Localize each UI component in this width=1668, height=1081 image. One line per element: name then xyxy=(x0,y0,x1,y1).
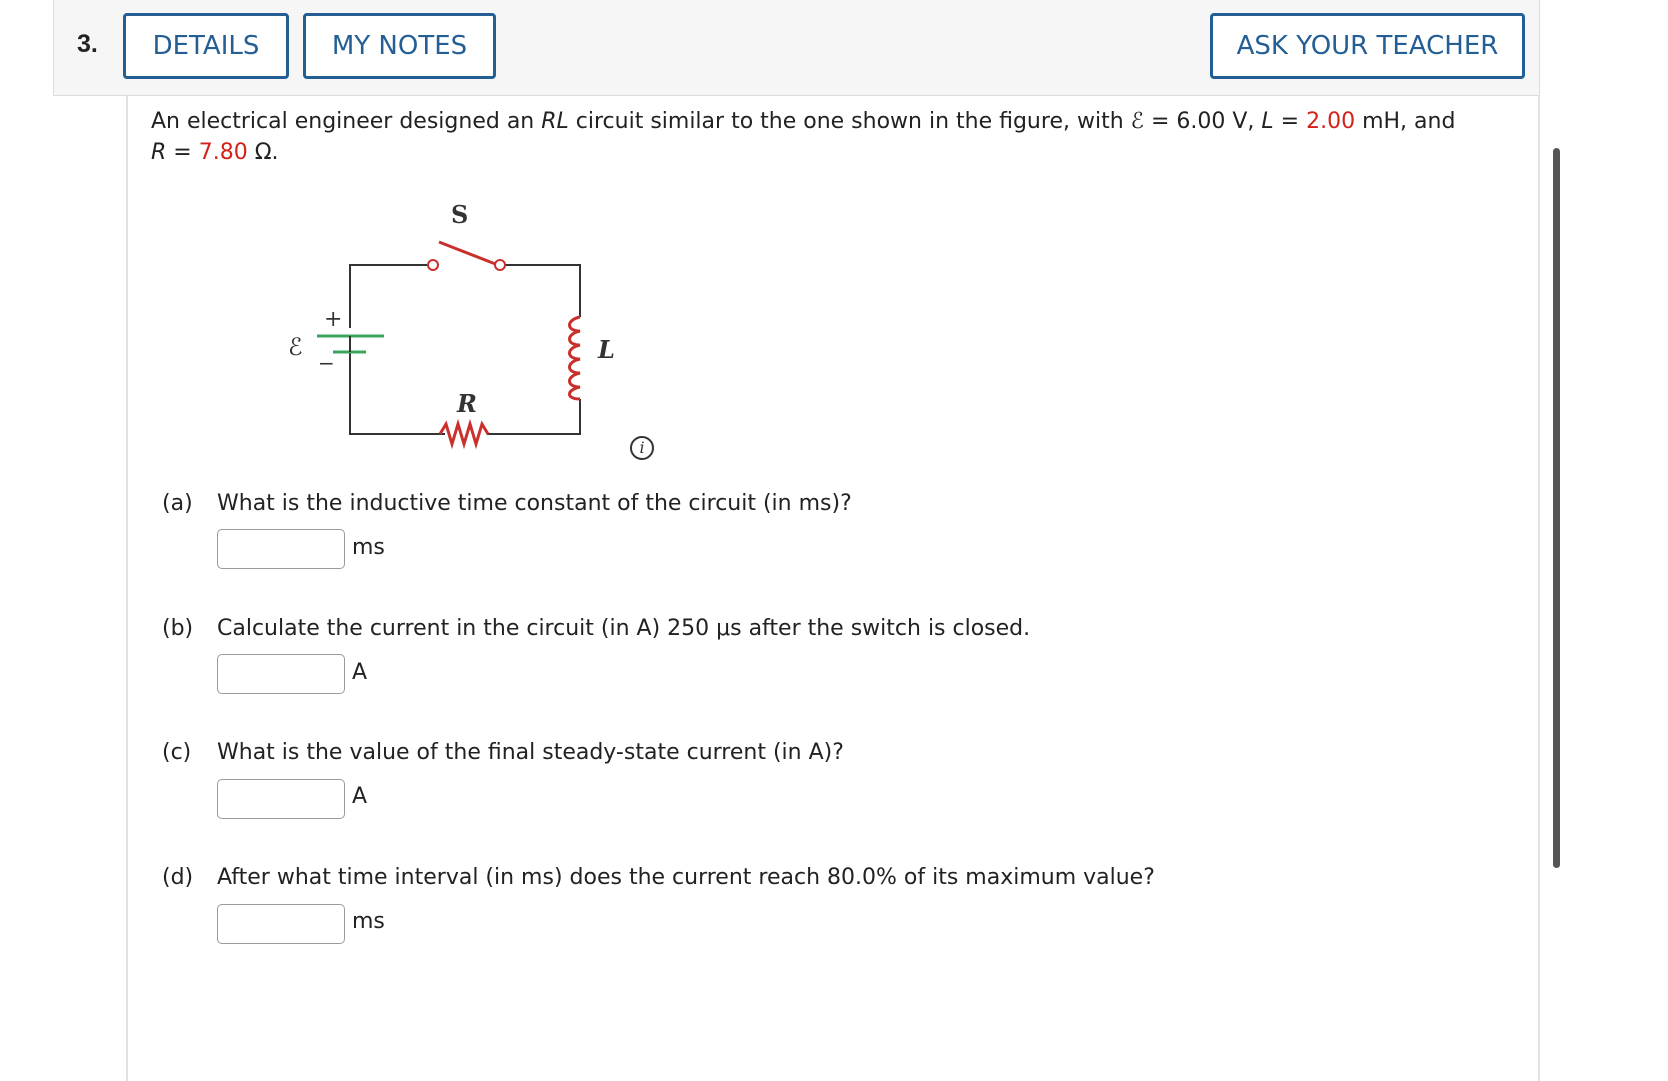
part-letter: (d) xyxy=(162,865,194,890)
plus-sign: + xyxy=(324,307,343,332)
part-question: After what time interval (in ms) does the current reach 80.0% of its maximum value? xyxy=(217,865,1155,890)
switch-arm xyxy=(439,242,498,265)
rl-circuit-figure xyxy=(280,190,640,460)
wire-right-bottom xyxy=(487,399,580,434)
part-letter: (b) xyxy=(162,616,194,641)
inductor-label: L xyxy=(598,335,615,364)
resistor-zigzag xyxy=(440,424,488,444)
part-question: What is the inductive time constant of the circuit (in ms)? xyxy=(217,491,852,516)
part-letter: (c) xyxy=(162,740,192,765)
resistor-label: R xyxy=(457,389,477,418)
wire-left-top xyxy=(350,265,430,328)
unit-label-a: ms xyxy=(352,535,385,560)
ask-your-teacher-button[interactable]: ASK YOUR TEACHER xyxy=(1210,13,1525,79)
wire-left-bottom xyxy=(350,342,445,434)
problem-statement: An electrical engineer designed an RL circuit similar to the one shown in the figure, with ℰ = 6.00 V, L = 2.00 mH, and R = 7.80 Ω. xyxy=(151,109,1456,165)
unit-label-d: ms xyxy=(352,909,385,934)
answer-input-d[interactable] xyxy=(217,904,345,944)
inductor-coil xyxy=(570,317,581,399)
switch-label: S xyxy=(451,200,469,229)
part-letter: (a) xyxy=(162,491,193,516)
vertical-scrollbar[interactable] xyxy=(1553,148,1560,868)
minus-sign: − xyxy=(318,351,335,375)
question-number: 3. xyxy=(77,30,98,58)
answer-input-a[interactable] xyxy=(217,529,345,569)
unit-label-c: A xyxy=(352,784,368,809)
resistance-value: 7.80 xyxy=(198,140,248,165)
my-notes-button[interactable]: MY NOTES xyxy=(303,13,496,79)
inductance-value: 2.00 xyxy=(1306,109,1356,134)
part-question: What is the value of the final steady-state current (in A)? xyxy=(217,740,844,765)
details-button[interactable]: DETAILS xyxy=(123,13,289,79)
emf-symbol: ℰ xyxy=(1130,109,1144,134)
wire-right-top xyxy=(500,265,580,317)
answer-input-c[interactable] xyxy=(217,779,345,819)
unit-label-b: A xyxy=(352,660,368,685)
emf-label: ℰ xyxy=(288,333,303,361)
switch-contact-left xyxy=(428,260,438,270)
part-question: Calculate the current in the circuit (in A) 250 μs after the switch is closed. xyxy=(217,616,1031,641)
answer-input-b[interactable] xyxy=(217,654,345,694)
switch-contact-right xyxy=(495,260,505,270)
info-icon[interactable]: i xyxy=(630,436,654,460)
